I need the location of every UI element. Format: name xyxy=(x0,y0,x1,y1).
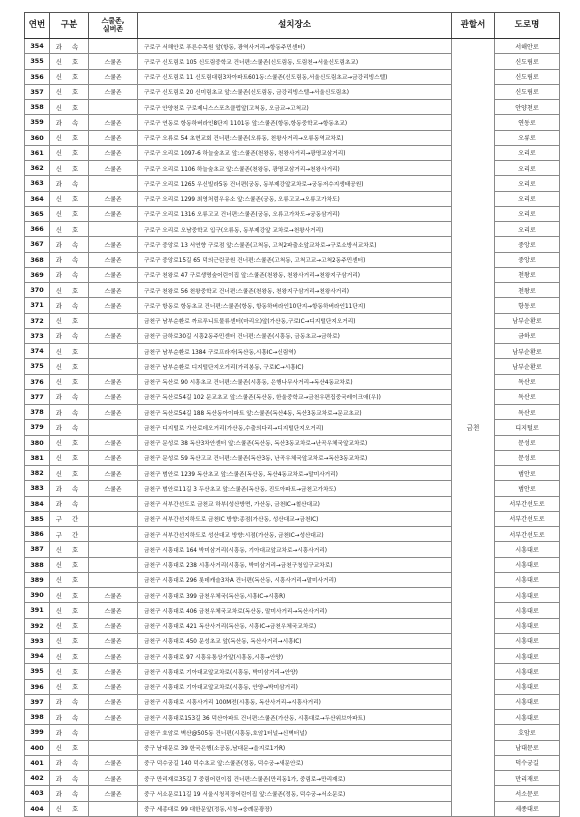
row-no: 390 xyxy=(25,588,50,603)
row-road: 시흥대로 xyxy=(495,542,560,557)
row-location: 금천구 시흥대로 296 롯데캐슬3차A 건너편(독산동, 시흥사거리→말미사거리) xyxy=(138,572,452,587)
row-location: 구로구 오리로 1265 우신빌라5동 건너편(궁동, 동부제강앞교차로→궁동저수지생태공원) xyxy=(138,176,452,191)
row-no: 359 xyxy=(25,115,50,130)
row-road: 디지털로 xyxy=(495,420,560,435)
row-location: 구로구 오류로 54 초현교회 건너편:스쿨존(오류동, 천왕사거리→오류동역교차로) xyxy=(138,130,452,145)
row-zone xyxy=(89,100,138,115)
row-location: 구로구 신도림로 105 신도림중학교 건너편:스쿨존(신도림동, 도림천→서울신도림초교) xyxy=(138,54,452,69)
row-kind: 신 호 xyxy=(50,54,89,69)
row-zone: 스쿨존 xyxy=(89,237,138,252)
row-location: 구로구 오리로 1106 하늘숲초교 앞:스쿨존(천왕동, 광명교삼거리→천왕사거리) xyxy=(138,161,452,176)
row-no: 367 xyxy=(25,237,50,252)
row-road: 남대문로 xyxy=(495,740,560,755)
row-road: 신도림로 xyxy=(495,84,560,99)
row-no: 363 xyxy=(25,176,50,191)
row-location: 중구 남대문로 39 한국은행(소공동,남대문→을지로1가R) xyxy=(138,740,452,755)
row-road: 범안로 xyxy=(495,466,560,481)
row-kind: 신 호 xyxy=(50,603,89,618)
row-location: 금천구 시흥대로 406 금천우체국교차로(독산동, 말미사거리→독산사거리) xyxy=(138,603,452,618)
row-road: 시흥대로 xyxy=(495,572,560,587)
row-kind: 과 속 xyxy=(50,115,89,130)
row-location: 중구 덕수궁길 140 덕수초교 앞:스쿨존(정동, 덕수궁→새문안로) xyxy=(138,755,452,770)
row-kind: 신 호 xyxy=(50,740,89,755)
row-no: 388 xyxy=(25,557,50,572)
row-location: 구로구 오리로 1299 최영처럼우유소 앞:스쿨존(궁동, 오류고교→오류고가차도) xyxy=(138,191,452,206)
row-road: 시흥대로 xyxy=(495,664,560,679)
row-no: 391 xyxy=(25,603,50,618)
row-road: 문성로 xyxy=(495,450,560,465)
row-location: 금천구 시흥대로153길 36 덕산아파트 건너편:스쿨존(가산동, 시흥대로→두산위브아파트) xyxy=(138,710,452,725)
row-no: 361 xyxy=(25,145,50,160)
row-road: 천왕로 xyxy=(495,283,560,298)
row-zone: 스쿨존 xyxy=(89,618,138,633)
row-road: 남부순환로 xyxy=(495,344,560,359)
row-road: 시흥대로 xyxy=(495,603,560,618)
row-kind: 과 속 xyxy=(50,710,89,725)
row-road: 금하로 xyxy=(495,328,560,343)
row-road: 덕수궁길 xyxy=(495,755,560,770)
row-zone xyxy=(89,572,138,587)
row-no: 369 xyxy=(25,267,50,282)
row-no: 385 xyxy=(25,511,50,526)
row-zone xyxy=(89,557,138,572)
header-no: 연번 xyxy=(25,13,50,39)
row-zone: 스쿨존 xyxy=(89,69,138,84)
row-location: 금천구 남부순환로 까르푸니트물류센터(마리오)앞(가산동,구로IC→디지털단지오거리) xyxy=(138,313,452,328)
row-road: 독산로 xyxy=(495,389,560,404)
row-no: 375 xyxy=(25,359,50,374)
row-kind: 과 속 xyxy=(50,252,89,267)
row-kind: 신 호 xyxy=(50,84,89,99)
row-zone: 스쿨존 xyxy=(89,481,138,496)
row-zone xyxy=(89,740,138,755)
row-kind: 신 호 xyxy=(50,435,89,450)
row-location: 금천구 서부간선도로 금천교 하부(성산방면, 가산동, 금천IC→철산대교) xyxy=(138,496,452,511)
row-no: 387 xyxy=(25,542,50,557)
row-no: 362 xyxy=(25,161,50,176)
row-kind: 과 속 xyxy=(50,389,89,404)
row-no: 403 xyxy=(25,786,50,801)
row-kind: 신 호 xyxy=(50,222,89,237)
row-kind: 신 호 xyxy=(50,100,89,115)
row-no: 371 xyxy=(25,298,50,313)
row-no: 401 xyxy=(25,755,50,770)
row-kind: 신 호 xyxy=(50,664,89,679)
row-road: 독산로 xyxy=(495,405,560,420)
row-kind: 신 호 xyxy=(50,450,89,465)
row-road: 세종대로 xyxy=(495,801,560,816)
row-zone: 스쿨존 xyxy=(89,755,138,770)
row-kind: 과 속 xyxy=(50,771,89,786)
row-zone: 스쿨존 xyxy=(89,588,138,603)
row-location: 금천구 남부순환로 1384 구로프라자(독산동,시흥IC→신림역) xyxy=(138,344,452,359)
header-location: 설치장소 xyxy=(138,13,452,39)
row-kind: 과 속 xyxy=(50,328,89,343)
row-kind: 과 속 xyxy=(50,725,89,740)
row-zone: 스쿨존 xyxy=(89,191,138,206)
row-road: 오리로 xyxy=(495,145,560,160)
row-zone: 스쿨존 xyxy=(89,603,138,618)
row-no: 394 xyxy=(25,649,50,664)
row-road: 시흥대로 xyxy=(495,649,560,664)
row-location: 금천구 시흥대로 450 문성초교 앞(독산동, 독산사거리→시흥IC) xyxy=(138,633,452,648)
row-kind: 신 호 xyxy=(50,359,89,374)
row-kind: 신 호 xyxy=(50,161,89,176)
row-road: 남부순환로 xyxy=(495,359,560,374)
row-location: 구로구 중앙로 13 서연향 구로점 앞:스쿨존(고척동, 고척2파출소앞교차로→구로소방서교차로) xyxy=(138,237,452,252)
row-road: 시흥대로 xyxy=(495,557,560,572)
row-location: 금천구 호암로 벽산@505동 건너편(시흥동,호암1터널→신벽터널) xyxy=(138,725,452,740)
row-road: 오류로 xyxy=(495,130,560,145)
row-location: 중구 세종대로 99 대한문앞(정동,시청→숭례문광장) xyxy=(138,801,452,816)
row-location: 금천구 서부간선지하도로 금천IC 방향:종점(가산동, 성산대교→금천IC) xyxy=(138,511,452,526)
row-road: 남부순환로 xyxy=(495,313,560,328)
header-school-bottom: 실버존 xyxy=(102,24,124,33)
row-kind: 구 간 xyxy=(50,527,89,542)
row-zone xyxy=(89,542,138,557)
row-road: 서부간선도로 xyxy=(495,511,560,526)
row-no: 378 xyxy=(25,405,50,420)
row-no: 389 xyxy=(25,572,50,587)
row-location: 구로구 천왕로 56 천왕중학교 건너편:스쿨존(천왕동, 천왕지구삼거리→천왕사거리) xyxy=(138,283,452,298)
row-road: 서부간선도로 xyxy=(495,496,560,511)
row-zone: 스쿨존 xyxy=(89,389,138,404)
row-zone: 스쿨존 xyxy=(89,649,138,664)
row-location: 금천구 범안로 1239 독산초교 앞:스쿨존(독산동, 독산4동교차로→말미사거리) xyxy=(138,466,452,481)
row-kind: 신 호 xyxy=(50,801,89,816)
row-zone: 스쿨존 xyxy=(89,679,138,694)
row-zone xyxy=(89,527,138,542)
row-no: 404 xyxy=(25,801,50,816)
row-no: 399 xyxy=(25,725,50,740)
row-road: 호암로 xyxy=(495,725,560,740)
row-zone xyxy=(89,725,138,740)
row-location: 금천구 시흥대로 399 금천우체국(독산동,시흥IC→시흥R) xyxy=(138,588,452,603)
row-no: 377 xyxy=(25,389,50,404)
row-zone: 스쿨존 xyxy=(89,283,138,298)
row-zone: 스쿨존 xyxy=(89,161,138,176)
row-no: 397 xyxy=(25,694,50,709)
row-zone xyxy=(89,511,138,526)
row-kind: 신 호 xyxy=(50,206,89,221)
row-no: 379 xyxy=(25,420,50,435)
row-zone: 스쿨존 xyxy=(89,694,138,709)
row-location: 구로구 천왕로 47 구로생명숲어린이집 앞:스쿨존(천왕동, 천왕사거리→천왕지구삼거리) xyxy=(138,267,452,282)
row-location: 중구 서소문로11길 19 서울시청직장어린이집 앞:스쿨존(정동, 덕수궁→서소문로) xyxy=(138,786,452,801)
row-kind: 신 호 xyxy=(50,618,89,633)
row-kind: 과 속 xyxy=(50,39,89,54)
row-zone: 스쿨존 xyxy=(89,771,138,786)
row-kind: 과 속 xyxy=(50,496,89,511)
row-zone: 스쿨존 xyxy=(89,374,138,389)
row-no: 396 xyxy=(25,679,50,694)
row-zone: 스쿨존 xyxy=(89,466,138,481)
row-no: 376 xyxy=(25,374,50,389)
row-no: 358 xyxy=(25,100,50,115)
row-road: 시흥대로 xyxy=(495,694,560,709)
row-kind: 과 속 xyxy=(50,420,89,435)
row-zone: 스쿨존 xyxy=(89,450,138,465)
row-location: 금천구 시흥대로 기아대교앞교차로(시흥동, 안양→박미삼거리) xyxy=(138,679,452,694)
row-location: 금천구 시흥대로 기아대교앞교차로(시흥동, 박미삼거리→안양) xyxy=(138,664,452,679)
row-kind: 신 호 xyxy=(50,588,89,603)
row-no: 373 xyxy=(25,328,50,343)
row-location: 구로구 서해안로 푸른수목원 앞(항동, 광역사거리→항동주민센터) xyxy=(138,39,452,54)
row-kind: 신 호 xyxy=(50,69,89,84)
row-location: 금천구 시흥대로 421 독산사거리(독산동, 시흥IC→금천우체국교차로) xyxy=(138,618,452,633)
row-no: 365 xyxy=(25,206,50,221)
row-kind: 신 호 xyxy=(50,679,89,694)
row-road: 서해안로 xyxy=(495,39,560,54)
row-kind: 과 속 xyxy=(50,786,89,801)
row-no: 384 xyxy=(25,496,50,511)
row-zone: 스쿨존 xyxy=(89,145,138,160)
row-zone xyxy=(89,359,138,374)
row-zone xyxy=(89,222,138,237)
row-road: 서부간선도로 xyxy=(495,527,560,542)
row-no: 382 xyxy=(25,466,50,481)
row-zone: 스쿨존 xyxy=(89,298,138,313)
row-zone: 스쿨존 xyxy=(89,664,138,679)
row-no: 372 xyxy=(25,313,50,328)
row-location: 금천구 독산로 90 시흥초교 건너편:스쿨존(시흥동, 은행나무사거리→독산4동교차로) xyxy=(138,374,452,389)
row-no: 360 xyxy=(25,130,50,145)
row-kind: 신 호 xyxy=(50,572,89,587)
row-office-merged: 금천 xyxy=(452,39,495,817)
header-school-zone xyxy=(89,13,138,39)
row-no: 374 xyxy=(25,344,50,359)
row-location: 금천구 서부간선지하도로 성산대교 방향:시점(가산동, 금천IC→성산대교) xyxy=(138,527,452,542)
row-no: 386 xyxy=(25,527,50,542)
row-location: 구로구 중앙로15길 65 덕의근린공원 건너편:스쿨존(고척동, 고척고교→고척2동주민센터) xyxy=(138,252,452,267)
header-road: 도로명 xyxy=(495,13,560,39)
row-zone xyxy=(89,420,138,435)
row-road: 연동로 xyxy=(495,115,560,130)
row-road: 오리로 xyxy=(495,222,560,237)
row-no: 395 xyxy=(25,664,50,679)
row-zone: 스쿨존 xyxy=(89,633,138,648)
row-zone: 스쿨존 xyxy=(89,405,138,420)
row-road: 항동로 xyxy=(495,298,560,313)
row-road: 문성로 xyxy=(495,435,560,450)
row-no: 356 xyxy=(25,69,50,84)
row-no: 357 xyxy=(25,84,50,99)
row-road: 범안로 xyxy=(495,481,560,496)
row-location: 구로구 오리로 1097-6 하늘숲초교 앞:스쿨존(천왕동, 천왕사거리→광명교삼거리) xyxy=(138,145,452,160)
row-kind: 신 호 xyxy=(50,313,89,328)
row-zone: 스쿨존 xyxy=(89,115,138,130)
row-zone: 스쿨존 xyxy=(89,206,138,221)
row-location: 금천구 시흥대로 164 박미삼거리(시흥동, 기아대교앞교차로→시흥사거리) xyxy=(138,542,452,557)
row-kind: 신 호 xyxy=(50,557,89,572)
row-location: 구로구 신도림로 20 신미림초교 앞:스쿨존(신도림동, 금강리빙스텔→서울신도림초) xyxy=(138,84,452,99)
row-location: 금천구 독산로54길 188 독산동아이파트 앞:스쿨존(독산4동, 독산3동교차로→문교초교) xyxy=(138,405,452,420)
row-no: 368 xyxy=(25,252,50,267)
row-road: 오리로 xyxy=(495,176,560,191)
row-no: 355 xyxy=(25,54,50,69)
row-no: 383 xyxy=(25,481,50,496)
row-road: 시흥대로 xyxy=(495,633,560,648)
row-road: 만리재로 xyxy=(495,771,560,786)
row-location: 금천구 시흥대로 97 시흥유통상가앞(시흥동,시흥→안양) xyxy=(138,649,452,664)
row-no: 366 xyxy=(25,222,50,237)
row-road: 시흥대로 xyxy=(495,710,560,725)
row-no: 364 xyxy=(25,191,50,206)
row-road: 독산로 xyxy=(495,374,560,389)
row-road: 중앙로 xyxy=(495,237,560,252)
row-kind: 신 호 xyxy=(50,633,89,648)
row-zone: 스쿨존 xyxy=(89,130,138,145)
row-road: 신도림로 xyxy=(495,54,560,69)
row-zone xyxy=(89,176,138,191)
row-kind: 과 속 xyxy=(50,405,89,420)
row-location: 구로구 신도림로 11 신도림대림3차아파트601동:스쿨존(신도림동,서울신도림초교→금강리빙스텔) xyxy=(138,69,452,84)
row-location: 구로구 안양천로 구로제니스스포츠클럽앞(고척동, 오금교→고척교) xyxy=(138,100,452,115)
row-location: 중구 만리재로35길 7 중림어린이집 건너편:스쿨존(만리동1가, 중림로→만리재로) xyxy=(138,771,452,786)
table-body xyxy=(25,39,560,817)
table-header-row xyxy=(25,13,560,39)
header-office: 관할서 xyxy=(452,13,495,39)
row-location: 구로구 연동로 항동하버라인8단지 1101동 앞:스쿨존(항동,항동중학교→항동초교) xyxy=(138,115,452,130)
row-no: 398 xyxy=(25,710,50,725)
row-no: 370 xyxy=(25,283,50,298)
row-zone: 스쿨존 xyxy=(89,54,138,69)
row-kind: 신 호 xyxy=(50,145,89,160)
row-no: 381 xyxy=(25,450,50,465)
row-location: 금천구 독산로54길 102 문교초교 앞:스쿨존(독산동, 한울중학교→금천우편집중국레이크애(우)) xyxy=(138,389,452,404)
row-kind: 신 호 xyxy=(50,466,89,481)
row-zone xyxy=(89,801,138,816)
row-kind: 과 속 xyxy=(50,298,89,313)
header-school-top: 스쿨존, xyxy=(101,17,125,26)
row-zone: 스쿨존 xyxy=(89,252,138,267)
row-zone: 스쿨존 xyxy=(89,786,138,801)
table-row xyxy=(25,39,560,54)
row-location: 구로구 오리로 1316 오류고교 건너편:스쿨존(궁동, 오류고가차도→궁동삼거리) xyxy=(138,206,452,221)
row-road: 시흥대로 xyxy=(495,618,560,633)
row-kind: 신 호 xyxy=(50,344,89,359)
row-location: 금천구 시흥대로 시흥사거리 100M전(시흥동, 독산사거리→시흥사거리) xyxy=(138,694,452,709)
row-kind: 과 속 xyxy=(50,694,89,709)
row-no: 354 xyxy=(25,39,50,54)
row-zone xyxy=(89,344,138,359)
row-kind: 과 속 xyxy=(50,481,89,496)
row-kind: 과 속 xyxy=(50,267,89,282)
row-zone: 스쿨존 xyxy=(89,267,138,282)
document-sheet xyxy=(24,12,559,817)
row-location: 구로구 항동로 항동초교 건너편:스쿨존(항동, 항동하버라인10단지→항동하버라인11단지) xyxy=(138,298,452,313)
row-kind: 신 호 xyxy=(50,130,89,145)
camera-location-table xyxy=(24,12,560,817)
row-kind: 신 호 xyxy=(50,191,89,206)
row-kind: 신 호 xyxy=(50,283,89,298)
row-kind: 과 속 xyxy=(50,237,89,252)
row-location: 구로구 오리로 오남중학교 입구(오류동, 동부제강앞 교차로→천왕사거리) xyxy=(138,222,452,237)
row-kind: 과 속 xyxy=(50,176,89,191)
row-zone: 스쿨존 xyxy=(89,328,138,343)
row-location: 금천구 디지털로 가산로데오거리(가산동,수출의다리→디지털단지오거리) xyxy=(138,420,452,435)
row-zone xyxy=(89,39,138,54)
row-road: 천왕로 xyxy=(495,267,560,282)
row-road: 안양천로 xyxy=(495,100,560,115)
row-kind: 과 속 xyxy=(50,755,89,770)
row-zone: 스쿨존 xyxy=(89,710,138,725)
row-road: 신도림로 xyxy=(495,69,560,84)
row-location: 금천구 문성로 59 독산고교 건너편:스쿨존(독산3동, 난곡우체국앞교차로→독산3동교차로) xyxy=(138,450,452,465)
row-no: 393 xyxy=(25,633,50,648)
row-road: 중앙로 xyxy=(495,252,560,267)
row-road: 서소문로 xyxy=(495,786,560,801)
row-zone xyxy=(89,313,138,328)
row-location: 금천구 범안로11길 3 두산초교 앞:스쿨존(독산동, 진도아파트→금천고가차도) xyxy=(138,481,452,496)
row-road: 오리로 xyxy=(495,191,560,206)
row-location: 금천구 문성로 38 독산3차안센터 앞:스쿨존(독산동, 독산3동교차로→난곡우체국앞교차로) xyxy=(138,435,452,450)
row-kind: 구 간 xyxy=(50,511,89,526)
header-kind: 구분 xyxy=(50,13,89,39)
row-no: 392 xyxy=(25,618,50,633)
row-location: 금천구 남부순환로 디지털단지오거리(가리봉동, 구로IC→시흥IC) xyxy=(138,359,452,374)
row-no: 400 xyxy=(25,740,50,755)
row-kind: 신 호 xyxy=(50,649,89,664)
row-zone: 스쿨존 xyxy=(89,84,138,99)
row-road: 오리로 xyxy=(495,161,560,176)
row-location: 금천구 금하로30길 시흥2동주민센터 건너편:스쿨존(시흥동, 금동초교→금하로) xyxy=(138,328,452,343)
row-zone xyxy=(89,496,138,511)
row-location: 금천구 시흥대로 238 시흥사거리(시흥동, 박미삼거리→금천구청입구교차로) xyxy=(138,557,452,572)
row-road: 시흥대로 xyxy=(495,588,560,603)
row-road: 시흥대로 xyxy=(495,679,560,694)
row-road: 오리로 xyxy=(495,206,560,221)
row-kind: 신 호 xyxy=(50,374,89,389)
row-no: 402 xyxy=(25,771,50,786)
row-kind: 신 호 xyxy=(50,542,89,557)
row-no: 380 xyxy=(25,435,50,450)
row-zone: 스쿨존 xyxy=(89,435,138,450)
